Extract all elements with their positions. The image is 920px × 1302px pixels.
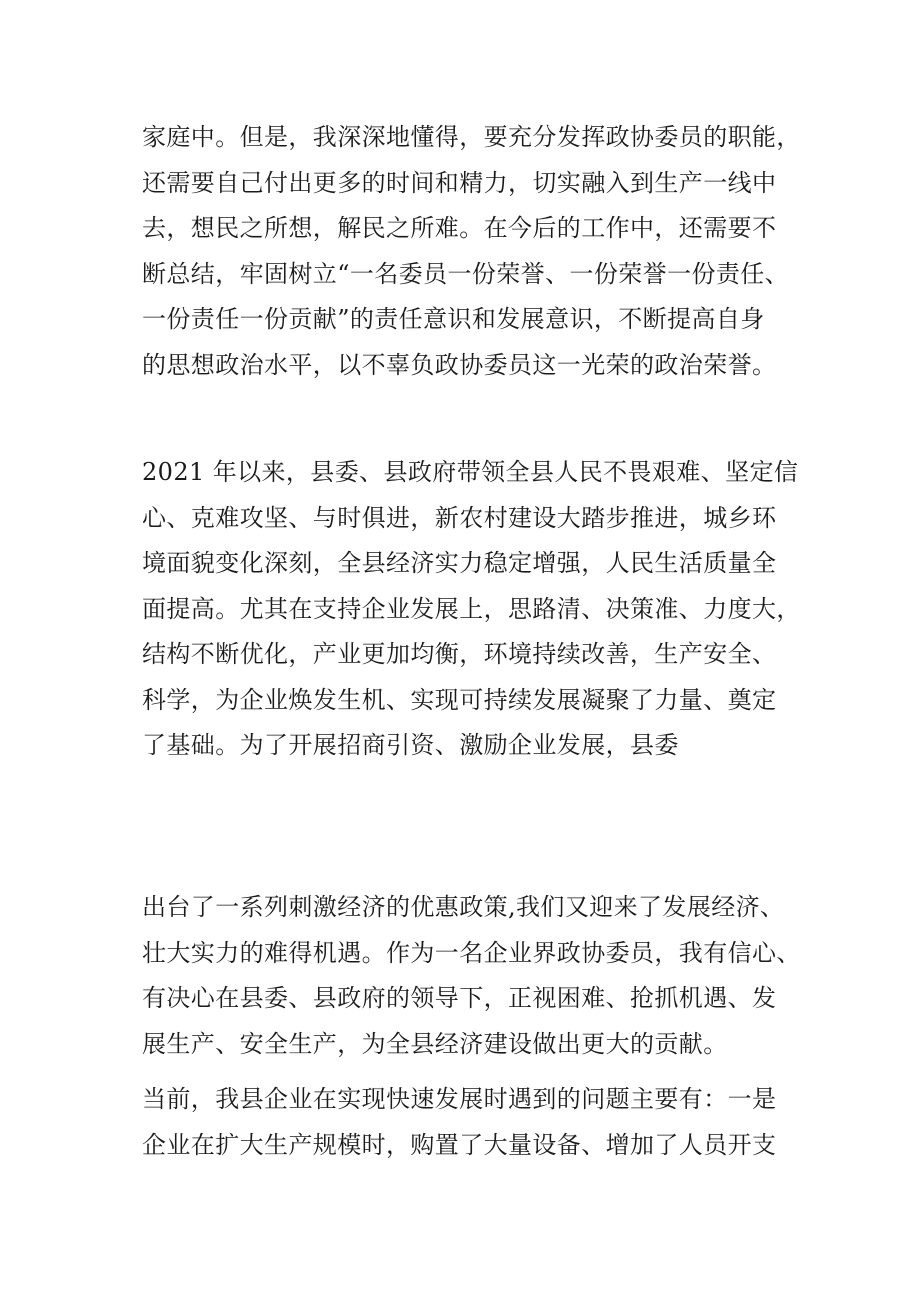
text-line: 当前，我县企业在实现快速发展时遇到的问题主要有：一是 bbox=[142, 1085, 777, 1113]
text-line: 有决心在县委、县政府的领导下，正视困难、抢抓机遇、发 bbox=[142, 984, 777, 1012]
text-line: 还需要自己付出更多的时间和精力，切实融入到生产一线中 bbox=[142, 168, 777, 197]
text-line: 2021 年以来，县委、县政府带领全县人民不畏艰难、坚定信 bbox=[142, 458, 799, 486]
text-line: 展生产、安全生产，为全县经济建设做出更大的贡献。 bbox=[142, 1029, 728, 1058]
text-line: 结构不断优化，产业更加均衡，环境持续改善，生产安全、 bbox=[142, 640, 777, 668]
text-line: 出台了一系列刺激经济的优惠政策,我们又迎来了发展经济、 bbox=[142, 893, 785, 921]
text-line: 境面貌变化深刻，全县经济实力稳定增强，人民生活质量全 bbox=[142, 549, 777, 577]
text-line: 一份责任一份贡献”的责任意识和发展意识，不断提高自身 bbox=[142, 305, 765, 333]
paragraph-2 bbox=[142, 450, 801, 769]
text-line: 的思想政治水平，以不辜负政协委员这一光荣的政治荣誉。 bbox=[142, 350, 777, 379]
paragraph-4 bbox=[142, 1077, 792, 1168]
paragraph-1 bbox=[142, 115, 801, 388]
text-line: 壮大实力的难得机遇。作为一名企业界政协委员，我有信心、 bbox=[142, 938, 801, 967]
text-line: 企业在扩大生产规模时，购置了大量设备、增加了人员开支 bbox=[142, 1130, 777, 1159]
text-line: 心、克难攻坚、与时俱进，新农村建设大踏步推进，城乡环 bbox=[142, 503, 777, 532]
text-line: 科学，为企业焕发生机、实现可持续发展凝聚了力量、奠定 bbox=[142, 685, 777, 714]
text-line: 断总结，牢固树立“一名委员一份荣誉、一份荣誉一份责任、 bbox=[142, 259, 790, 288]
text-line: 家庭中。但是，我深深地懂得，要充分发挥政协委员的职能， bbox=[142, 123, 801, 151]
text-line: 去，想民之所想，解民之所难。在今后的工作中，还需要不 bbox=[142, 214, 777, 242]
paragraph-3 bbox=[142, 885, 801, 1067]
text-line: 面提高。尤其在支持企业发展上，思路清、决策准、力度大， bbox=[142, 594, 801, 623]
text-line: 了基础。为了开展招商引资、激励企业发展，县委 bbox=[142, 731, 679, 759]
